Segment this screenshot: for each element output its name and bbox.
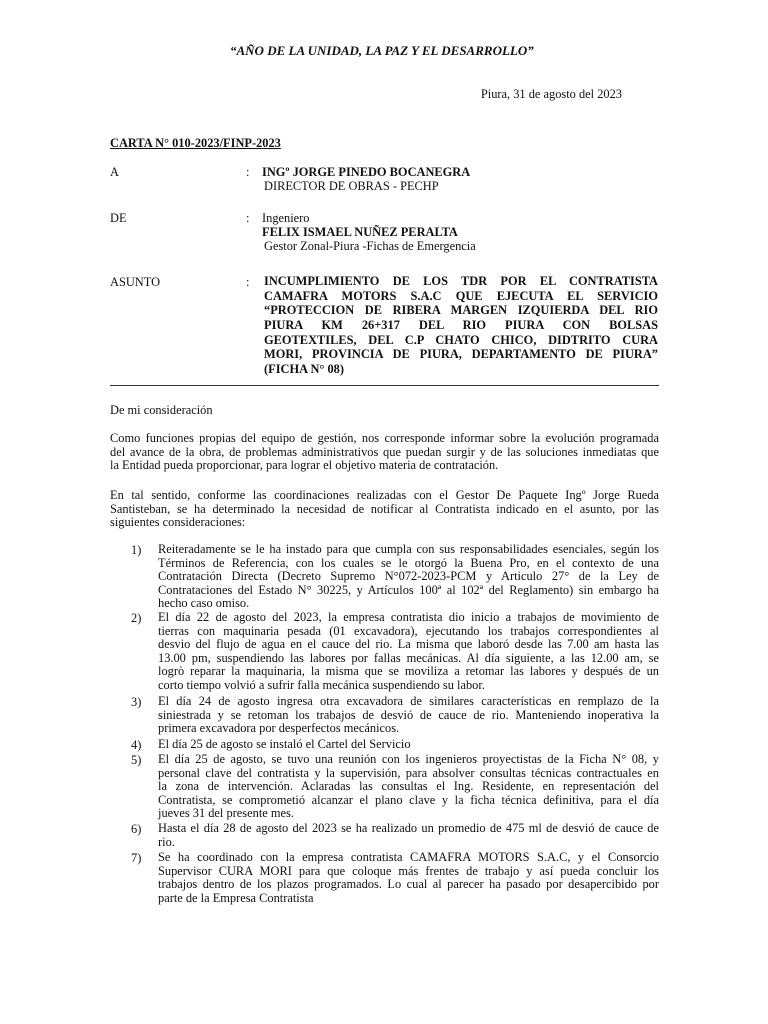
text-line: jueves 31 del presente mes. [158, 806, 294, 821]
text-line: CAMAFRA MOTORS S.A.C QUE EJECUTA EL SERVICIO [264, 288, 658, 303]
text-line: El día 25 de agosto se instaló el Cartel del Servicio [158, 737, 411, 751]
text-line: Santisteban, se ha determinado la necesidad de notificar al Contratista indicado en el asunto, por las [110, 501, 659, 516]
text-line: Se ha coordinado con la empresa contratista CAMAFRA MOTORS S.A.C, y el Consorcio [158, 850, 659, 864]
text-line: siguientes consideraciones: [110, 515, 246, 530]
text-line: Términos de Referencia, con los cuales se le otorgó la Buena Pro, en el contexto de una [158, 555, 659, 570]
list-item [158, 822, 659, 849]
text-line: desvio del flujo de agua en el cauce del rio. La misma que laboró desde las 7.00 am hasta las [158, 637, 659, 652]
text-line: El día 25 de agosto, se tuvo una reunión con los ingenieros proyectistas de la Ficha N° 08, y [158, 752, 659, 766]
text-line: corto tiempo volvió a sufrir falla mecánica suspendiendo su labor. [158, 677, 485, 692]
item-number: 6) [131, 822, 142, 836]
sender-role: Gestor Zonal-Piura -Fichas de Emergencia [264, 239, 476, 253]
text-line: la zona de intervención. Aclaradas las consultas el Ing. Residente, en representación del [158, 779, 659, 794]
list-item [158, 851, 659, 905]
text-line: INCUMPLIMIENTO DE LOS TDR POR EL CONTRATISTA [264, 274, 658, 288]
to-label: A [110, 165, 119, 179]
from-colon: : [246, 211, 250, 225]
text-line: Contratación Directa (Decreto Supremo N°072-2023-PCM y Articulo 27° de la Ley de [158, 569, 659, 584]
letter-number: CARTA N° 010-2023/FINP-2023 [110, 136, 281, 150]
text-line: El día 24 de agosto ingresa otra excavadora de similares características en remplazo de la [158, 694, 659, 708]
text-line: Contratista, se comprometió alcanzar el plano clave y la ficha técnica definitiva, para el día [158, 792, 659, 807]
to-colon: : [246, 165, 250, 179]
text-line: logrò reparar la maquinaria, la misma que se moviliza a retomar las labores y después de un [158, 664, 659, 679]
paragraph-context [110, 489, 659, 530]
subject-colon: : [246, 275, 250, 289]
text-line: parte de la Empresa Contratista [158, 890, 314, 905]
item-number: 4) [131, 738, 142, 752]
text-line: personal clave del contratista y la supervisión, para absolver consultas técnicas contractuales en [158, 765, 659, 780]
from-label: DE [110, 211, 127, 225]
letter-date: Piura, 31 de agosto del 2023 [480, 87, 622, 101]
list-item [158, 753, 659, 821]
text-line: “PROTECCION DE RIBERA MARGEN IZQUIERDA DEL RIO [264, 303, 658, 318]
text-line: tierras con maquinaria pesada (01 excavadora), ejecutando los trabajos correspondientes al [158, 623, 659, 638]
motto: “AÑO DE LA UNIDAD, LA PAZ Y EL DESARROLLO” [230, 43, 534, 58]
recipient-role: DIRECTOR DE OBRAS - PECHP [264, 179, 439, 193]
subject-label: ASUNTO [110, 275, 161, 289]
text-line: siniestrada y se retoman los trabajos de desvió de cauce de rio. Manteniendo inoperativa la [158, 707, 659, 722]
text-line: GEOTEXTILES, DEL C.P CHATO CHICO, DIDTRITO CURA [264, 332, 658, 347]
subject-text [264, 274, 658, 377]
text-line: El día 22 de agosto del 2023, la empresa contratista dio inicio a trabajos de movimiento de [158, 610, 659, 624]
item-number: 7) [131, 851, 142, 865]
text-line: (FICHA N° 08) [264, 362, 344, 377]
text-line: Supervisor CURA MORI para que coloque más frentes de trabajo y así pueda concluir los [158, 863, 659, 878]
text-line: del avance de la obra, de problemas administrativos que puedan surgir y de las soluciones inmediatas que [110, 444, 659, 459]
text-line: primera excavadora por desperfectos mecánicos. [158, 721, 400, 736]
text-line: trabajos dentro de los plazos programados. Lo cual al parecer ha pasado por desapercibido por [158, 877, 659, 892]
paragraph-intro [110, 432, 659, 473]
text-line: la Entidad pueda proporcionar, para lograr el objetivo materia de contratación. [110, 458, 499, 473]
item-number: 1) [131, 543, 142, 557]
sender-name: FELIX ISMAEL NUÑEZ PERALTA [262, 225, 458, 239]
text-line: Reiteradamente se le ha instado para que cumpla con sus responsabilidades esenciales, según los [158, 542, 659, 556]
divider [110, 385, 659, 386]
text-line: PIURA KM 26+317 DEL RIO PIURA CON BOLSAS [264, 318, 658, 333]
list-item [158, 543, 659, 611]
text-line: MORI, PROVINCIA DE PIURA, DEPARTAMENTO DE PIURA” [264, 347, 658, 362]
text-line: Hasta el día 28 de agosto del 2023 se ha realizado un promedio de 475 ml de desvió de cauce de [158, 821, 659, 835]
text-line: hecho caso omiso. [158, 596, 250, 611]
recipient-name: INGº JORGE PINEDO BOCANEGRA [262, 165, 471, 179]
text-line: En tal sentido, conforme las coordinaciones realizadas con el Gestor De Paquete Ingº Jorge Rueda [110, 488, 659, 502]
list-item [158, 611, 659, 693]
greeting: De mi consideración [110, 403, 213, 417]
text-line: Como funciones propias del equipo de gestión, nos corresponde informar sobre la evolución programada [110, 431, 659, 445]
item-number: 3) [131, 695, 142, 709]
list-item [158, 695, 659, 736]
item-number: 2) [131, 611, 142, 625]
text-line: Contrataciones del Estado N° 30225, y Artículos 100ª al 102ª del Reglamento) sin embargo ha [158, 582, 659, 597]
sender-title: Ingeniero [262, 211, 310, 225]
item-number: 5) [131, 753, 142, 767]
text-line: rio. [158, 834, 175, 849]
list-item [158, 738, 659, 752]
text-line: 13.00 pm, suspendiendo las labores por fallas mecánicas. Al día siguiente, a las 12.00 am, se [158, 650, 659, 665]
